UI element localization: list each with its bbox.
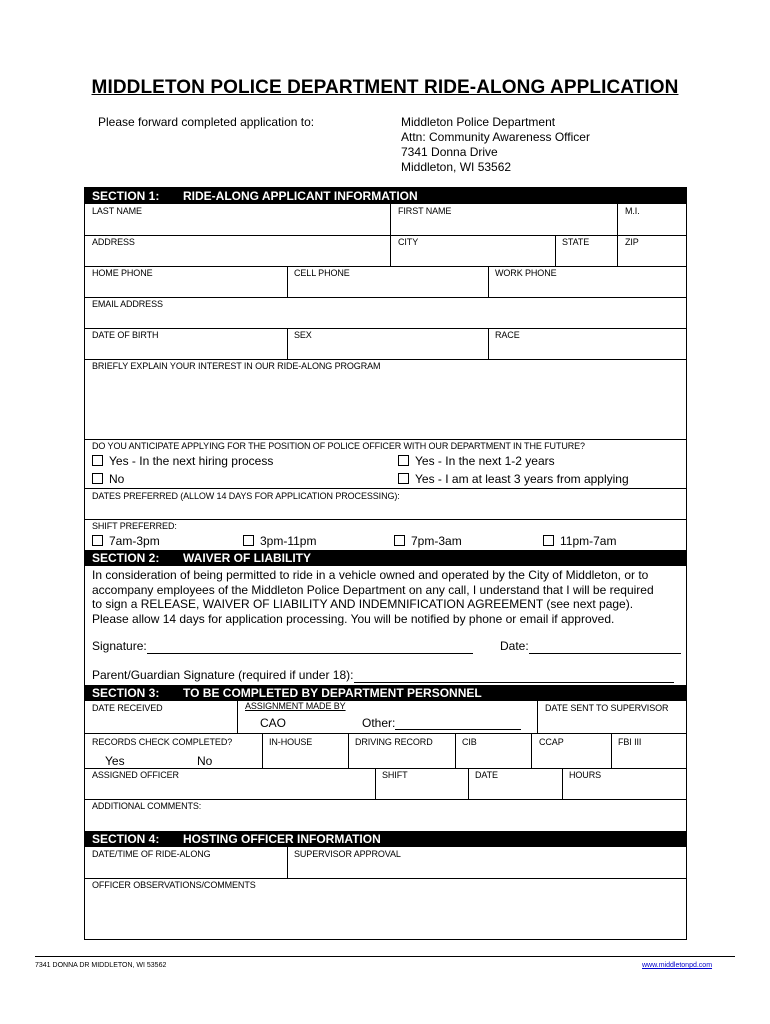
hours-label: HOURS xyxy=(569,770,602,780)
additional-comments-field[interactable] xyxy=(85,799,686,831)
driving-record-label: DRIVING RECORD xyxy=(355,737,433,747)
hours-field[interactable] xyxy=(563,768,686,799)
checkbox[interactable] xyxy=(243,535,254,546)
shift-3pm-11pm[interactable]: 3pm-11pm xyxy=(243,534,316,548)
cell-phone-field[interactable] xyxy=(288,266,488,297)
cell-phone-label: CELL PHONE xyxy=(294,268,350,278)
section-title: HOSTING OFFICER INFORMATION xyxy=(183,832,381,846)
address-line: 7341 Donna Drive xyxy=(401,145,498,159)
checkbox[interactable] xyxy=(92,473,103,484)
address-line: Middleton Police Department xyxy=(401,115,556,129)
section-title: TO BE COMPLETED BY DEPARTMENT PERSONNEL xyxy=(183,686,482,700)
fbi-label: FBI III xyxy=(618,737,642,747)
checkbox[interactable] xyxy=(543,535,554,546)
section-number: SECTION 3: xyxy=(92,686,160,700)
option-next-years[interactable]: Yes - In the next 1-2 years xyxy=(398,454,555,468)
interest-field[interactable] xyxy=(85,359,686,439)
signature-label: Signature: xyxy=(92,639,147,653)
email-field[interactable] xyxy=(85,297,686,328)
application-form xyxy=(84,187,687,940)
dates-preferred-field[interactable] xyxy=(85,488,686,519)
address-label: ADDRESS xyxy=(92,237,135,247)
interest-label: BRIEFLY EXPLAIN YOUR INTEREST IN OUR RIDE-ALONG PROGRAM xyxy=(92,361,381,371)
section-number: SECTION 1: xyxy=(92,189,160,203)
email-label: EMAIL ADDRESS xyxy=(92,299,163,309)
mi-field[interactable] xyxy=(618,204,686,235)
date-sent-field[interactable] xyxy=(538,701,686,733)
mi-label: M.I. xyxy=(625,206,640,216)
observations-field[interactable] xyxy=(85,878,686,939)
section-2-header xyxy=(85,550,686,566)
sex-label: SEX xyxy=(294,330,312,340)
date-received-field[interactable] xyxy=(85,701,237,733)
datetime-field[interactable] xyxy=(85,847,287,878)
date-sent-label: DATE SENT TO SUPERVISOR xyxy=(545,703,669,713)
last-name-field[interactable] xyxy=(85,204,390,235)
forward-label: Please forward completed application to: xyxy=(98,115,315,129)
supervisor-approval-field[interactable] xyxy=(288,847,686,878)
shift-7pm-3am[interactable]: 7pm-3am xyxy=(394,534,462,548)
zip-label: ZIP xyxy=(625,237,639,247)
shift-7am-3pm[interactable]: 7am-3pm xyxy=(92,534,160,548)
waiver-text: In consideration of being permitted to ride in a vehicle owned and operated by the City of Middleton, or to accompany employees of the Middleton Police Department on any call, I understand that I will be required to sign a RELEASE, WAIVER OF LIABILITY AND INDEMNIFICATION AGREEMENT (see next page). Please allow 14 days for application processing. You will be notified by phone or email if approved. xyxy=(92,568,654,626)
date-label: DATE xyxy=(475,770,498,780)
work-phone-label: WORK PHONE xyxy=(495,268,557,278)
parent-signature-line[interactable] xyxy=(92,668,674,683)
date-label: Date: xyxy=(500,639,529,653)
dates-preferred-label: DATES PREFERRED (ALLOW 14 DAYS FOR APPLICATION PROCESSING): xyxy=(92,491,400,501)
address-line: Middleton, WI 53562 xyxy=(401,160,512,174)
footer-website-link[interactable]: www.middletonpd.com xyxy=(642,962,713,969)
assigned-officer-label: ASSIGNED OFFICER xyxy=(92,770,179,780)
footer-address: 7341 DONNA DR MIDDLETON, WI 53562 xyxy=(35,962,167,969)
section-3-header xyxy=(85,685,686,701)
cao-option[interactable]: CAO xyxy=(260,716,287,730)
parent-signature-label: Parent/Guardian Signature (required if under 18): xyxy=(92,668,354,682)
section-title: WAIVER OF LIABILITY xyxy=(183,551,311,565)
dob-label: DATE OF BIRTH xyxy=(92,330,159,340)
shift-preferred-label: SHIFT PREFERRED: xyxy=(92,521,177,531)
footer-divider xyxy=(35,956,735,957)
state-field[interactable] xyxy=(556,235,617,266)
in-house-label: IN-HOUSE xyxy=(269,737,313,747)
option-next-hiring[interactable]: Yes - In the next hiring process xyxy=(92,454,273,468)
dob-field[interactable] xyxy=(85,328,287,359)
assignment-made-by-label: ASSIGNMENT MADE BY xyxy=(245,701,346,711)
option-three-years[interactable]: Yes - I am at least 3 years from applying xyxy=(398,472,629,486)
cib-label: CIB xyxy=(462,737,477,747)
shift-field[interactable] xyxy=(376,768,468,799)
race-label: RACE xyxy=(495,330,520,340)
race-field[interactable] xyxy=(489,328,686,359)
date-received-label: DATE RECEIVED xyxy=(92,703,163,713)
observations-label: OFFICER OBSERVATIONS/COMMENTS xyxy=(92,880,256,890)
home-phone-label: HOME PHONE xyxy=(92,268,153,278)
section-4-header xyxy=(85,831,686,847)
first-name-field[interactable] xyxy=(391,204,617,235)
other-option[interactable]: Other: xyxy=(362,716,521,730)
supervisor-approval-label: SUPERVISOR APPROVAL xyxy=(294,849,401,859)
address-line: Attn: Community Awareness Officer xyxy=(401,130,590,144)
ccap-label: CCAP xyxy=(539,737,564,747)
home-phone-field[interactable] xyxy=(85,266,287,297)
checkbox[interactable] xyxy=(398,473,409,484)
zip-field[interactable] xyxy=(618,235,686,266)
option-no[interactable]: No xyxy=(92,472,124,486)
mailing-address xyxy=(401,115,590,175)
sex-field[interactable] xyxy=(288,328,488,359)
date-field[interactable] xyxy=(469,768,562,799)
city-label: CITY xyxy=(398,237,419,247)
work-phone-field[interactable] xyxy=(489,266,686,297)
first-name-label: FIRST NAME xyxy=(398,206,452,216)
state-label: STATE xyxy=(562,237,590,247)
section-1-header xyxy=(85,188,686,204)
datetime-label: DATE/TIME OF RIDE-ALONG xyxy=(92,849,211,859)
additional-comments-label: ADDITIONAL COMMENTS: xyxy=(92,801,202,811)
future-question: DO YOU ANTICIPATE APPLYING FOR THE POSITION OF POLICE OFFICER WITH OUR DEPARTMENT IN THE FUTURE? xyxy=(92,441,585,451)
date-line[interactable] xyxy=(500,639,681,654)
page-title: MIDDLETON POLICE DEPARTMENT RIDE-ALONG APPLICATION xyxy=(91,77,679,98)
checkbox[interactable] xyxy=(398,455,409,466)
records-yes[interactable]: Yes xyxy=(105,754,125,768)
records-check-label: RECORDS CHECK COMPLETED? xyxy=(92,737,233,747)
section-title: RIDE-ALONG APPLICANT INFORMATION xyxy=(183,189,418,203)
checkbox[interactable] xyxy=(394,535,405,546)
shift-11pm-7am[interactable]: 11pm-7am xyxy=(543,534,616,548)
section-number: SECTION 4: xyxy=(92,832,160,846)
assigned-officer-field[interactable] xyxy=(85,768,375,799)
shift-label: SHIFT xyxy=(382,770,408,780)
section-number: SECTION 2: xyxy=(92,551,160,565)
last-name-label: LAST NAME xyxy=(92,206,142,216)
address-field[interactable] xyxy=(85,235,390,266)
signature-line[interactable] xyxy=(92,639,473,654)
records-no[interactable]: No xyxy=(197,754,213,768)
city-field[interactable] xyxy=(391,235,555,266)
checkbox[interactable] xyxy=(92,455,103,466)
checkbox[interactable] xyxy=(92,535,103,546)
